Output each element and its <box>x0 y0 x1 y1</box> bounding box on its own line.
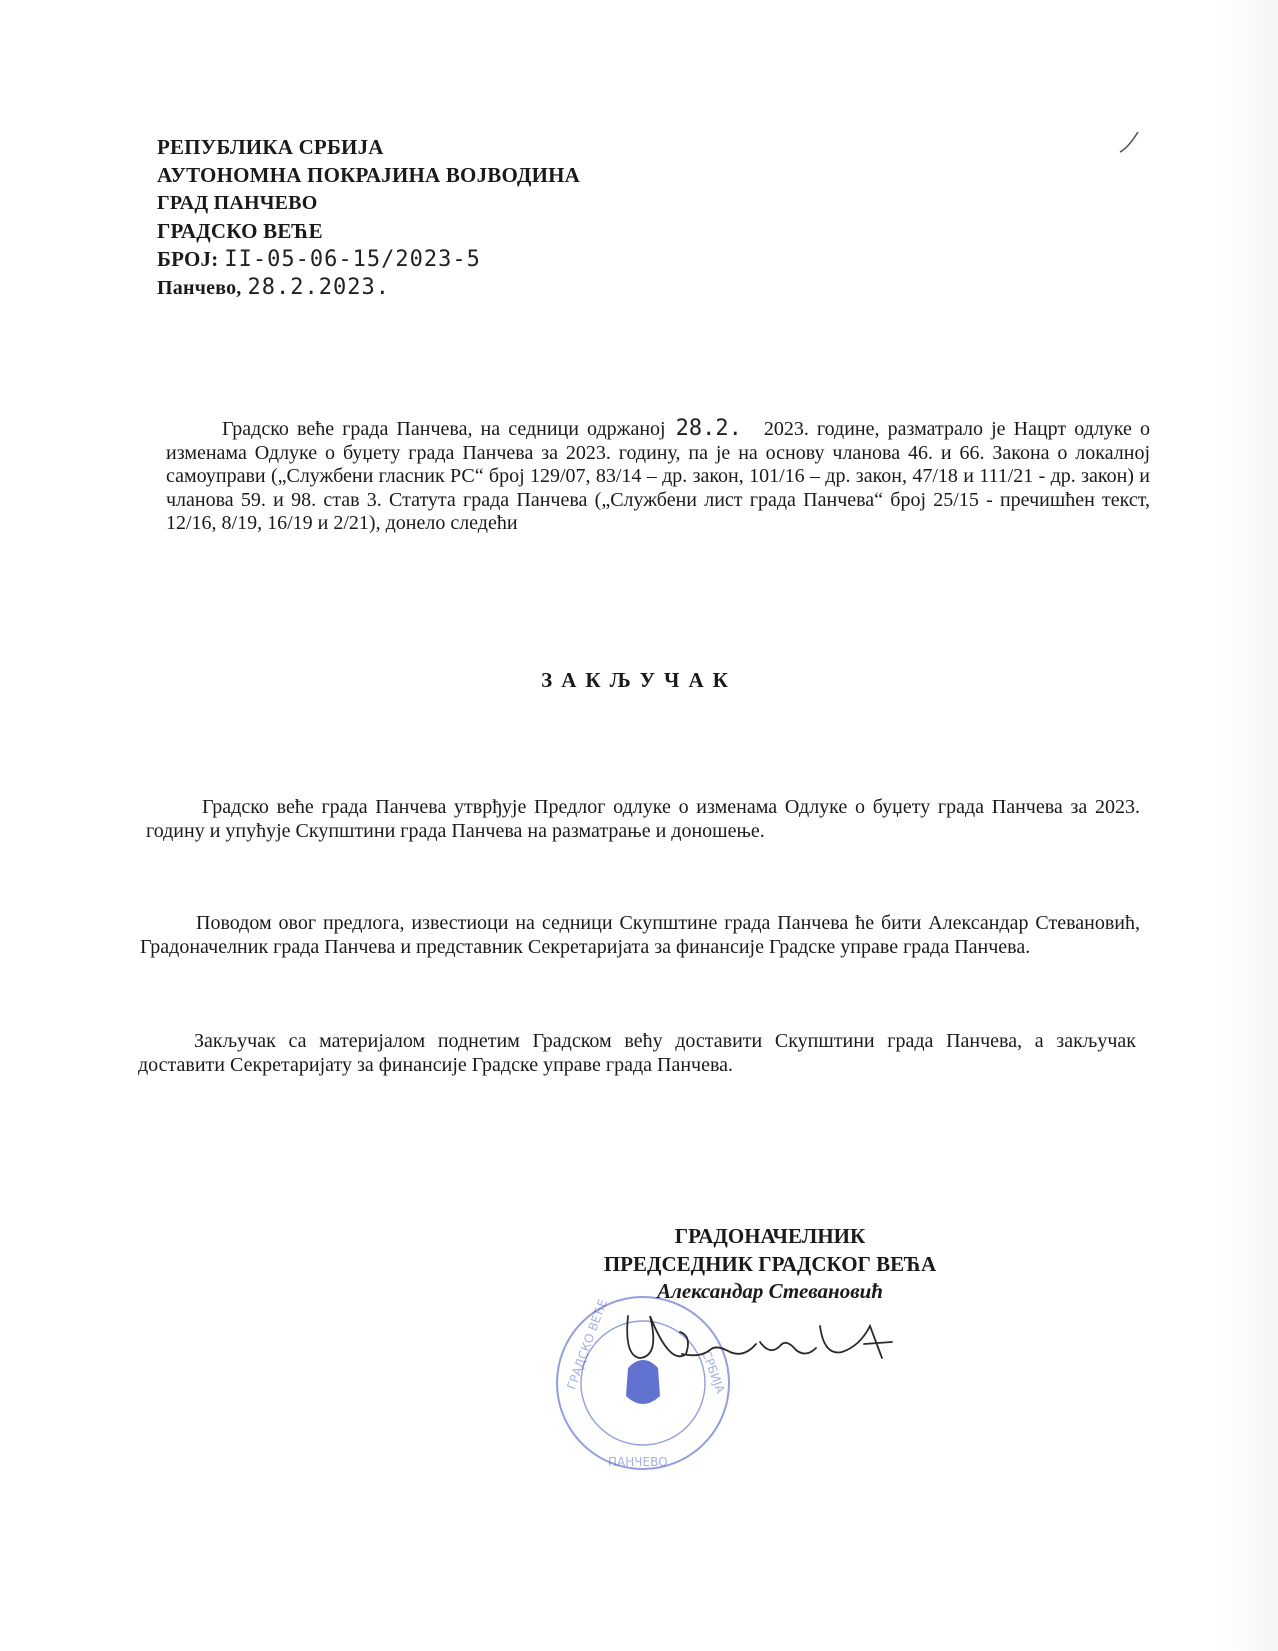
intro-part2: 2023. године, разматрало је Нацрт одлуке о изменама Одлуке о буџету града Панчева за 2023. годину, па је на основу чланова 46. и 66. Закона о локалној самоуправи („Службени гласник РС“ број 129/07, 83/14 – др. закон, 101/16 – др. закон, 47/18 и 111/21 - др. закон) и чланова 59. и 98. став 3. Статута града Панчева („Службени лист града Панчева“ број 25/15 - пречишћен текст, 12/16, 8/19, 16/19 и 2/21), донело следећи <box>166 418 1150 534</box>
header-place-date <box>157 274 580 302</box>
svg-text:ПАНЧЕВО: ПАНЧЕВО <box>608 1455 668 1469</box>
paragraph-text: Поводом овог предлога, известиоци на седници Скупштине града Панчева ће бити Александар Стевановић, Градоначелник града Панчева и представник Секретаријата за финансије Градске управе града Панчева. <box>140 912 1140 958</box>
signatory-role-1: ГРАДОНАЧЕЛНИК <box>674 1224 866 1248</box>
signature-block <box>540 1222 1000 1304</box>
place-label: Панчево, <box>157 277 242 299</box>
header-province: АУТОНОМНА ПОКРАЈИНА ВОЈВОДИНА <box>157 163 581 187</box>
paragraph-text: Закључак са материјалом поднетим Градском већу доставити Скупштини града Панчева, а закључак доставити Секретаријату за финансије Градске управе града Панчева. <box>138 1030 1136 1076</box>
body-paragraph-1 <box>146 796 1140 843</box>
session-date: 28.2. <box>675 416 742 441</box>
intro-paragraph <box>166 417 1150 536</box>
scan-edge-shadow <box>1218 0 1278 1651</box>
paragraph-text: Градско веће града Панчева утврђује Предлог одлуке о изменама Одлуке о буџету града Панчева за 2023. годину и упућује Скупштини града Панчева на разматрање и доношење. <box>146 796 1140 842</box>
header-number <box>157 245 580 274</box>
document-header <box>157 133 580 302</box>
svg-text:СРБИЈА: СРБИЈА <box>699 1348 728 1396</box>
scan-tick-mark <box>1118 128 1142 158</box>
number-value: II-05-06-15/2023-5 <box>224 247 481 272</box>
signatory-role-2: ПРЕДСЕДНИК ГРАДСКОГ ВЕЋА <box>603 1252 937 1276</box>
date-value: 28.2.2023. <box>247 275 390 300</box>
document-title: ЗАКЉУЧАК <box>541 668 737 692</box>
body-paragraph-3 <box>138 1030 1136 1077</box>
handwritten-signature <box>620 1296 920 1406</box>
header-council: ГРАДСКО ВЕЋЕ <box>157 219 323 243</box>
signatory-name: Александар Стевановић <box>657 1279 883 1303</box>
header-city: ГРАД ПАНЧЕВО <box>157 192 318 214</box>
body-paragraph-2 <box>140 912 1140 959</box>
number-label: БРОЈ: <box>157 247 219 271</box>
svg-text:ГРАДСКО ВЕЋЕ: ГРАДСКО ВЕЋЕ <box>564 1297 611 1392</box>
intro-part1: Градско веће града Панчева, на седници одржаној <box>222 418 666 440</box>
header-republic: РЕПУБЛИКА СРБИЈА <box>157 135 384 159</box>
